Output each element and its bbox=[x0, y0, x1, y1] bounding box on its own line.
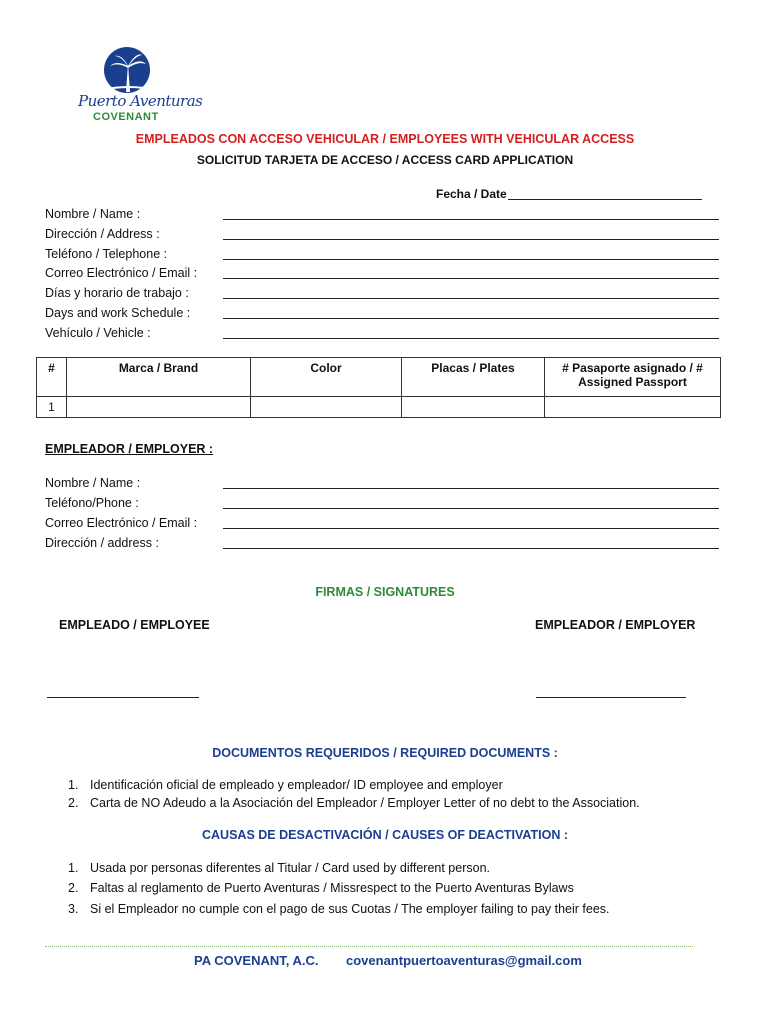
telephone-label: Teléfono / Telephone : bbox=[45, 247, 168, 261]
logo-brand: Puerto Aventuras bbox=[78, 92, 203, 110]
footer-divider bbox=[45, 946, 693, 947]
employer-phone-field[interactable] bbox=[223, 508, 719, 509]
list-item: 2. Faltas al reglamento de Puerto Aventuras / Missrespect to the Puerto Aventuras Bylaws bbox=[68, 881, 574, 895]
table-header-plates: Placas / Plates bbox=[402, 358, 545, 397]
table-header-number: # bbox=[37, 358, 67, 397]
signatures-title: FIRMAS / SIGNATURES bbox=[315, 585, 455, 599]
employee-signature-field[interactable] bbox=[47, 697, 199, 698]
employer-phone-label: Teléfono/Phone : bbox=[45, 496, 139, 510]
table-row bbox=[37, 397, 721, 418]
list-item: 1. Identificación oficial de empleado y empleador/ ID employee and employer bbox=[68, 778, 503, 792]
form-title: EMPLEADOS CON ACCESO VEHICULAR / EMPLOYEES WITH VEHICULAR ACCESS bbox=[135, 132, 635, 146]
table-header-brand: Marca / Brand bbox=[67, 358, 251, 397]
table-cell-number: 1 bbox=[37, 397, 67, 418]
logo-sub: COVENANT bbox=[93, 111, 159, 123]
list-item: 1. Usada por personas diferentes al Titular / Card used by different person. bbox=[68, 861, 490, 875]
date-field[interactable] bbox=[508, 199, 702, 200]
table-header-color: Color bbox=[251, 358, 402, 397]
footer-org: PA COVENANT, A.C. bbox=[194, 953, 319, 968]
work-schedule-label: Days and work Schedule : bbox=[45, 306, 191, 320]
email-label: Correo Electrónico / Email : bbox=[45, 266, 198, 280]
form-subtitle: SOLICITUD TARJETA DE ACCESO / ACCESS CARD APPLICATION bbox=[196, 153, 574, 167]
employer-signature-label: EMPLEADOR / EMPLOYER bbox=[535, 618, 696, 632]
address-label: Dirección / Address : bbox=[45, 227, 160, 241]
employer-email-label: Correo Electrónico / Email : bbox=[45, 516, 198, 530]
employee-signature-label: EMPLEADO / EMPLOYEE bbox=[59, 618, 210, 632]
work-schedule-field[interactable] bbox=[223, 318, 719, 319]
table-cell-color[interactable] bbox=[251, 397, 402, 418]
required-docs-title: DOCUMENTOS REQUERIDOS / REQUIRED DOCUMENTS : bbox=[212, 746, 558, 760]
table-header-passport: # Pasaporte asignado / # Assigned Passport bbox=[545, 358, 721, 397]
work-days-label: Días y horario de trabajo : bbox=[45, 286, 189, 300]
address-field[interactable] bbox=[223, 239, 719, 240]
name-label: Nombre / Name : bbox=[45, 207, 141, 221]
table-cell-plates[interactable] bbox=[402, 397, 545, 418]
employer-email-field[interactable] bbox=[223, 528, 719, 529]
list-item: 3. Si el Empleador no cumple con el pago de sus Cuotas / The employer failing to pay their fees. bbox=[68, 902, 610, 916]
table-cell-brand[interactable] bbox=[67, 397, 251, 418]
name-field[interactable] bbox=[223, 219, 719, 220]
employer-signature-field[interactable] bbox=[536, 697, 686, 698]
work-days-field[interactable] bbox=[223, 298, 719, 299]
table-cell-passport[interactable] bbox=[545, 397, 721, 418]
date-label: Fecha / Date bbox=[436, 187, 507, 201]
list-item: 2. Carta de NO Adeudo a la Asociación del Empleador / Employer Letter of no debt to the Association. bbox=[68, 796, 640, 810]
deactivation-title: CAUSAS DE DESACTIVACIÓN / CAUSES OF DEACTIVATION : bbox=[202, 828, 568, 842]
telephone-field[interactable] bbox=[223, 259, 719, 260]
employer-title: EMPLEADOR / EMPLOYER : bbox=[45, 442, 214, 456]
employer-address-label: Dirección / address : bbox=[45, 536, 159, 550]
employer-name-field[interactable] bbox=[223, 488, 719, 489]
employer-address-field[interactable] bbox=[223, 548, 719, 549]
vehicle-field[interactable] bbox=[223, 338, 719, 339]
email-field[interactable] bbox=[223, 278, 719, 279]
footer-email[interactable]: covenantpuertoaventuras@gmail.com bbox=[346, 953, 582, 968]
employer-name-label: Nombre / Name : bbox=[45, 476, 141, 490]
vehicle-label: Vehículo / Vehicle : bbox=[45, 326, 151, 340]
table-header-row bbox=[37, 358, 721, 397]
vehicle-table bbox=[36, 357, 721, 418]
